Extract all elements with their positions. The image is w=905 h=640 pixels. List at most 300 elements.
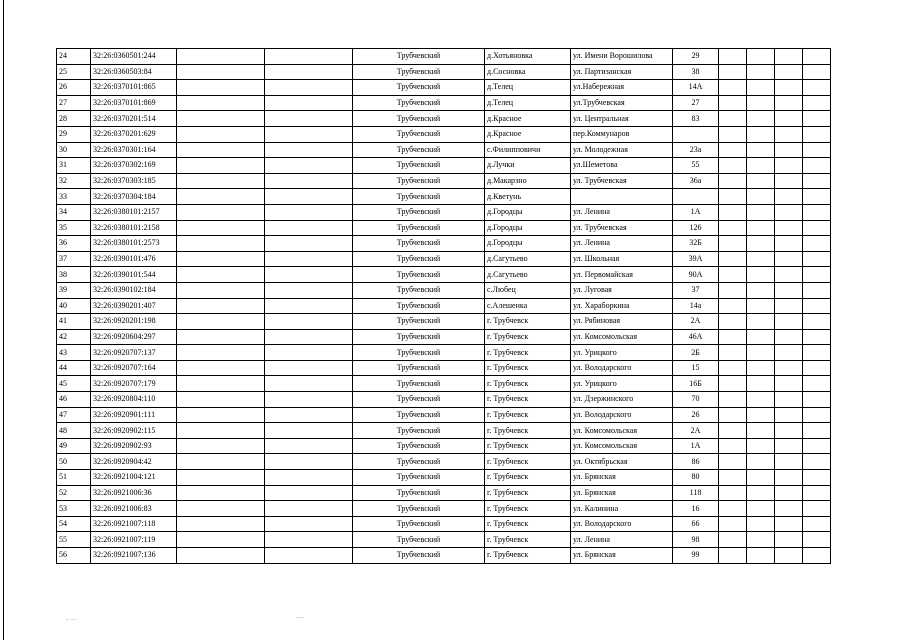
- empty-cell: [747, 407, 775, 423]
- district-cell: Трубчевский: [353, 454, 485, 470]
- empty-cell: [265, 516, 353, 532]
- empty-cell: [775, 251, 803, 267]
- house-number-cell: 32Б: [673, 236, 719, 252]
- street-cell: ул. Луговая: [571, 282, 673, 298]
- empty-cell: [803, 438, 831, 454]
- cadastral-number-cell: 32:26:0920902:93: [91, 438, 177, 454]
- empty-cell: [747, 392, 775, 408]
- empty-cell: [775, 173, 803, 189]
- empty-cell: [803, 95, 831, 111]
- row-number-cell: 53: [57, 501, 91, 517]
- settlement-cell: г. Трубчевск: [485, 485, 571, 501]
- table-row: [57, 329, 831, 345]
- empty-cell: [803, 470, 831, 486]
- row-number-cell: 30: [57, 142, 91, 158]
- table-row: [57, 126, 831, 142]
- row-number-cell: 31: [57, 158, 91, 174]
- house-number-cell: 1А: [673, 438, 719, 454]
- cadastral-number-cell: 32:26:0920804:110: [91, 392, 177, 408]
- cadastral-number-cell: 32:26:0380101:2573: [91, 236, 177, 252]
- street-cell: ул. Брянская: [571, 548, 673, 564]
- table-row: [57, 345, 831, 361]
- district-cell: Трубчевский: [353, 470, 485, 486]
- empty-cell: [719, 329, 747, 345]
- empty-cell: [775, 516, 803, 532]
- table-row: [57, 267, 831, 283]
- empty-cell: [177, 407, 265, 423]
- empty-cell: [177, 485, 265, 501]
- street-cell: ул. Имени Ворошилова: [571, 49, 673, 65]
- row-number-cell: 41: [57, 314, 91, 330]
- empty-cell: [719, 267, 747, 283]
- house-number-cell: 98: [673, 532, 719, 548]
- street-cell: ул. Ленина: [571, 204, 673, 220]
- house-number-cell: 36а: [673, 173, 719, 189]
- settlement-cell: д.Макарзно: [485, 173, 571, 189]
- street-cell: ул. Комсомольская: [571, 329, 673, 345]
- house-number-cell: 2Б: [673, 345, 719, 361]
- table-row: [57, 501, 831, 517]
- empty-cell: [803, 532, 831, 548]
- cadastral-number-cell: 32:26:0370301:164: [91, 142, 177, 158]
- settlement-cell: д.Кветунь: [485, 189, 571, 205]
- empty-cell: [177, 80, 265, 96]
- district-cell: Трубчевский: [353, 95, 485, 111]
- settlement-cell: г. Трубчевск: [485, 314, 571, 330]
- empty-cell: [775, 423, 803, 439]
- district-cell: Трубчевский: [353, 516, 485, 532]
- settlement-cell: д.Красное: [485, 111, 571, 127]
- table-row: [57, 423, 831, 439]
- empty-cell: [775, 111, 803, 127]
- table-row: [57, 454, 831, 470]
- empty-cell: [265, 282, 353, 298]
- settlement-cell: г. Трубчевск: [485, 360, 571, 376]
- empty-cell: [803, 189, 831, 205]
- table-row: [57, 532, 831, 548]
- empty-cell: [265, 360, 353, 376]
- street-cell: пер.Коммунаров: [571, 126, 673, 142]
- district-cell: Трубчевский: [353, 345, 485, 361]
- empty-cell: [747, 173, 775, 189]
- row-number-cell: 46: [57, 392, 91, 408]
- empty-cell: [719, 454, 747, 470]
- settlement-cell: с.Любец: [485, 282, 571, 298]
- empty-cell: [775, 392, 803, 408]
- empty-cell: [177, 360, 265, 376]
- empty-cell: [177, 345, 265, 361]
- cadastral-number-cell: 32:26:0920201:198: [91, 314, 177, 330]
- settlement-cell: г. Трубчевск: [485, 407, 571, 423]
- district-cell: Трубчевский: [353, 329, 485, 345]
- empty-cell: [265, 548, 353, 564]
- empty-cell: [265, 438, 353, 454]
- empty-cell: [265, 501, 353, 517]
- empty-cell: [177, 454, 265, 470]
- district-cell: Трубчевский: [353, 376, 485, 392]
- empty-cell: [265, 204, 353, 220]
- empty-cell: [177, 95, 265, 111]
- empty-cell: [803, 80, 831, 96]
- row-number-cell: 49: [57, 438, 91, 454]
- row-number-cell: 28: [57, 111, 91, 127]
- empty-cell: [265, 470, 353, 486]
- empty-cell: [265, 220, 353, 236]
- cadastral-number-cell: 32:26:0920707:179: [91, 376, 177, 392]
- table-row: [57, 251, 831, 267]
- street-cell: ул.Набережная: [571, 80, 673, 96]
- cadastral-number-cell: 32:26:0370201:629: [91, 126, 177, 142]
- table-row: [57, 392, 831, 408]
- empty-cell: [719, 485, 747, 501]
- cadastral-number-cell: 32:26:0921006:83: [91, 501, 177, 517]
- district-cell: Трубчевский: [353, 501, 485, 517]
- empty-cell: [803, 126, 831, 142]
- row-number-cell: 51: [57, 470, 91, 486]
- empty-cell: [803, 282, 831, 298]
- district-cell: Трубчевский: [353, 314, 485, 330]
- table-body: [57, 49, 831, 564]
- empty-cell: [177, 173, 265, 189]
- house-number-cell: 55: [673, 158, 719, 174]
- scan-edge-line: [3, 0, 4, 640]
- empty-cell: [719, 376, 747, 392]
- empty-cell: [775, 236, 803, 252]
- street-cell: ул. Школьная: [571, 251, 673, 267]
- cadastral-number-cell: 32:26:0370201:514: [91, 111, 177, 127]
- house-number-cell: 1А: [673, 204, 719, 220]
- cadastral-number-cell: 32:26:0921007:118: [91, 516, 177, 532]
- empty-cell: [177, 298, 265, 314]
- empty-cell: [747, 220, 775, 236]
- empty-cell: [803, 454, 831, 470]
- empty-cell: [803, 516, 831, 532]
- cadastral-number-cell: 32:26:0390101:476: [91, 251, 177, 267]
- district-cell: Трубчевский: [353, 64, 485, 80]
- empty-cell: [265, 407, 353, 423]
- street-cell: ул. Брянская: [571, 485, 673, 501]
- empty-cell: [177, 204, 265, 220]
- house-number-cell: 46А: [673, 329, 719, 345]
- empty-cell: [265, 158, 353, 174]
- empty-cell: [803, 314, 831, 330]
- house-number-cell: 14а: [673, 298, 719, 314]
- row-number-cell: 34: [57, 204, 91, 220]
- district-cell: Трубчевский: [353, 80, 485, 96]
- empty-cell: [265, 345, 353, 361]
- table-row: [57, 407, 831, 423]
- empty-cell: [803, 204, 831, 220]
- empty-cell: [747, 158, 775, 174]
- empty-cell: [747, 111, 775, 127]
- empty-cell: [775, 267, 803, 283]
- empty-cell: [265, 126, 353, 142]
- empty-cell: [177, 220, 265, 236]
- empty-cell: [803, 267, 831, 283]
- settlement-cell: д.Сагутьево: [485, 251, 571, 267]
- empty-cell: [803, 345, 831, 361]
- house-number-cell: 80: [673, 470, 719, 486]
- street-cell: ул. Центральная: [571, 111, 673, 127]
- empty-cell: [747, 423, 775, 439]
- empty-cell: [719, 501, 747, 517]
- row-number-cell: 24: [57, 49, 91, 65]
- row-number-cell: 26: [57, 80, 91, 96]
- empty-cell: [719, 360, 747, 376]
- empty-cell: [265, 49, 353, 65]
- table-row: [57, 111, 831, 127]
- empty-cell: [265, 251, 353, 267]
- table-row: [57, 485, 831, 501]
- row-number-cell: 56: [57, 548, 91, 564]
- empty-cell: [177, 267, 265, 283]
- street-cell: ул.Трубчевская: [571, 95, 673, 111]
- settlement-cell: г. Трубчевск: [485, 548, 571, 564]
- cadastral-number-cell: 32:26:0380101:2158: [91, 220, 177, 236]
- settlement-cell: д.Сагутьево: [485, 267, 571, 283]
- empty-cell: [719, 236, 747, 252]
- row-number-cell: 37: [57, 251, 91, 267]
- empty-cell: [265, 392, 353, 408]
- empty-cell: [775, 454, 803, 470]
- row-number-cell: 29: [57, 126, 91, 142]
- empty-cell: [803, 64, 831, 80]
- table-row: [57, 438, 831, 454]
- empty-cell: [747, 80, 775, 96]
- empty-cell: [747, 376, 775, 392]
- settlement-cell: д.Городцы: [485, 220, 571, 236]
- row-number-cell: 27: [57, 95, 91, 111]
- settlement-cell: д.Городцы: [485, 236, 571, 252]
- empty-cell: [265, 236, 353, 252]
- empty-cell: [719, 548, 747, 564]
- empty-cell: [747, 485, 775, 501]
- house-number-cell: 126: [673, 220, 719, 236]
- table-row: [57, 298, 831, 314]
- empty-cell: [177, 532, 265, 548]
- empty-cell: [747, 438, 775, 454]
- row-number-cell: 36: [57, 236, 91, 252]
- district-cell: Трубчевский: [353, 49, 485, 65]
- cadastral-number-cell: 32:26:0370304:184: [91, 189, 177, 205]
- street-cell: ул. Ленина: [571, 236, 673, 252]
- row-number-cell: 32: [57, 173, 91, 189]
- empty-cell: [719, 142, 747, 158]
- row-number-cell: 48: [57, 423, 91, 439]
- empty-cell: [177, 314, 265, 330]
- empty-cell: [775, 532, 803, 548]
- house-number-cell: 14А: [673, 80, 719, 96]
- street-cell: ул. Первомайская: [571, 267, 673, 283]
- cadastral-number-cell: 32:26:0920902:115: [91, 423, 177, 439]
- empty-cell: [803, 220, 831, 236]
- settlement-cell: д.Телец: [485, 95, 571, 111]
- empty-cell: [177, 329, 265, 345]
- empty-cell: [775, 220, 803, 236]
- district-cell: Трубчевский: [353, 282, 485, 298]
- table-row: [57, 360, 831, 376]
- empty-cell: [719, 126, 747, 142]
- empty-cell: [177, 49, 265, 65]
- empty-cell: [177, 423, 265, 439]
- district-cell: Трубчевский: [353, 360, 485, 376]
- table-row: [57, 376, 831, 392]
- table-row: [57, 95, 831, 111]
- empty-cell: [265, 532, 353, 548]
- empty-cell: [719, 80, 747, 96]
- empty-cell: [775, 189, 803, 205]
- empty-cell: [747, 236, 775, 252]
- district-cell: Трубчевский: [353, 485, 485, 501]
- house-number-cell: [673, 189, 719, 205]
- empty-cell: [177, 392, 265, 408]
- empty-cell: [719, 423, 747, 439]
- street-cell: ул. Трубчевская: [571, 173, 673, 189]
- house-number-cell: 23а: [673, 142, 719, 158]
- cadastral-number-cell: 32:26:0360501:244: [91, 49, 177, 65]
- cadastral-number-cell: 32:26:0920901:111: [91, 407, 177, 423]
- house-number-cell: 16: [673, 501, 719, 517]
- street-cell: ул. Урицкого: [571, 345, 673, 361]
- empty-cell: [265, 173, 353, 189]
- settlement-cell: с.Филипповичи: [485, 142, 571, 158]
- empty-cell: [265, 314, 353, 330]
- empty-cell: [775, 548, 803, 564]
- empty-cell: [747, 64, 775, 80]
- empty-cell: [265, 485, 353, 501]
- district-cell: Трубчевский: [353, 423, 485, 439]
- settlement-cell: г. Трубчевск: [485, 470, 571, 486]
- street-cell: ул. Партизанская: [571, 64, 673, 80]
- street-cell: ул. Комсомольская: [571, 438, 673, 454]
- empty-cell: [775, 158, 803, 174]
- empty-cell: [265, 298, 353, 314]
- table-row: [57, 548, 831, 564]
- row-number-cell: 42: [57, 329, 91, 345]
- empty-cell: [803, 501, 831, 517]
- scan-artifact: .....: [296, 614, 305, 620]
- settlement-cell: с.Алешенка: [485, 298, 571, 314]
- house-number-cell: [673, 126, 719, 142]
- empty-cell: [719, 314, 747, 330]
- empty-cell: [177, 251, 265, 267]
- empty-cell: [803, 407, 831, 423]
- street-cell: ул. Трубчевская: [571, 220, 673, 236]
- empty-cell: [803, 485, 831, 501]
- empty-cell: [719, 111, 747, 127]
- empty-cell: [265, 454, 353, 470]
- district-cell: Трубчевский: [353, 142, 485, 158]
- empty-cell: [719, 158, 747, 174]
- table-row: [57, 158, 831, 174]
- empty-cell: [747, 126, 775, 142]
- empty-cell: [747, 314, 775, 330]
- empty-cell: [803, 423, 831, 439]
- empty-cell: [775, 298, 803, 314]
- empty-cell: [177, 142, 265, 158]
- row-number-cell: 40: [57, 298, 91, 314]
- empty-cell: [747, 501, 775, 517]
- table-row: [57, 204, 831, 220]
- empty-cell: [719, 532, 747, 548]
- street-cell: ул. Хараборкина: [571, 298, 673, 314]
- empty-cell: [177, 516, 265, 532]
- empty-cell: [775, 282, 803, 298]
- empty-cell: [747, 189, 775, 205]
- settlement-cell: д.Сосновка: [485, 64, 571, 80]
- cadastral-number-cell: 32:26:0390101:544: [91, 267, 177, 283]
- empty-cell: [775, 485, 803, 501]
- district-cell: Трубчевский: [353, 220, 485, 236]
- table-row: [57, 314, 831, 330]
- empty-cell: [775, 360, 803, 376]
- row-number-cell: 52: [57, 485, 91, 501]
- empty-cell: [177, 376, 265, 392]
- table-row: [57, 516, 831, 532]
- district-cell: Трубчевский: [353, 111, 485, 127]
- district-cell: Трубчевский: [353, 267, 485, 283]
- cadastral-number-cell: 32:26:0921007:136: [91, 548, 177, 564]
- settlement-cell: г. Трубчевск: [485, 454, 571, 470]
- settlement-cell: д.Красное: [485, 126, 571, 142]
- district-cell: Трубчевский: [353, 204, 485, 220]
- empty-cell: [747, 267, 775, 283]
- house-number-cell: 27: [673, 95, 719, 111]
- empty-cell: [803, 49, 831, 65]
- house-number-cell: 66: [673, 516, 719, 532]
- settlement-cell: д.Лучки: [485, 158, 571, 174]
- street-cell: ул. Володарского: [571, 516, 673, 532]
- house-number-cell: 2А: [673, 314, 719, 330]
- settlement-cell: г. Трубчевск: [485, 392, 571, 408]
- empty-cell: [775, 64, 803, 80]
- district-cell: Трубчевский: [353, 189, 485, 205]
- empty-cell: [803, 251, 831, 267]
- street-cell: ул. Молодежная: [571, 142, 673, 158]
- empty-cell: [719, 407, 747, 423]
- settlement-cell: г. Трубчевск: [485, 516, 571, 532]
- empty-cell: [719, 392, 747, 408]
- street-cell: ул. Калинина: [571, 501, 673, 517]
- district-cell: Трубчевский: [353, 126, 485, 142]
- row-number-cell: 39: [57, 282, 91, 298]
- empty-cell: [803, 298, 831, 314]
- empty-cell: [265, 267, 353, 283]
- cadastral-number-cell: 32:26:0921006:36: [91, 485, 177, 501]
- empty-cell: [775, 376, 803, 392]
- empty-cell: [775, 470, 803, 486]
- table-row: [57, 49, 831, 65]
- settlement-cell: г. Трубчевск: [485, 345, 571, 361]
- empty-cell: [747, 251, 775, 267]
- empty-cell: [177, 126, 265, 142]
- house-number-cell: 16Б: [673, 376, 719, 392]
- house-number-cell: 2А: [673, 423, 719, 439]
- empty-cell: [775, 126, 803, 142]
- house-number-cell: 37: [673, 282, 719, 298]
- table-row: [57, 470, 831, 486]
- cadastral-number-cell: 32:26:0370302:169: [91, 158, 177, 174]
- house-number-cell: 99: [673, 548, 719, 564]
- district-cell: Трубчевский: [353, 236, 485, 252]
- empty-cell: [803, 392, 831, 408]
- empty-cell: [719, 516, 747, 532]
- empty-cell: [775, 142, 803, 158]
- empty-cell: [265, 95, 353, 111]
- empty-cell: [265, 142, 353, 158]
- empty-cell: [177, 189, 265, 205]
- street-cell: ул. Комсомольская: [571, 423, 673, 439]
